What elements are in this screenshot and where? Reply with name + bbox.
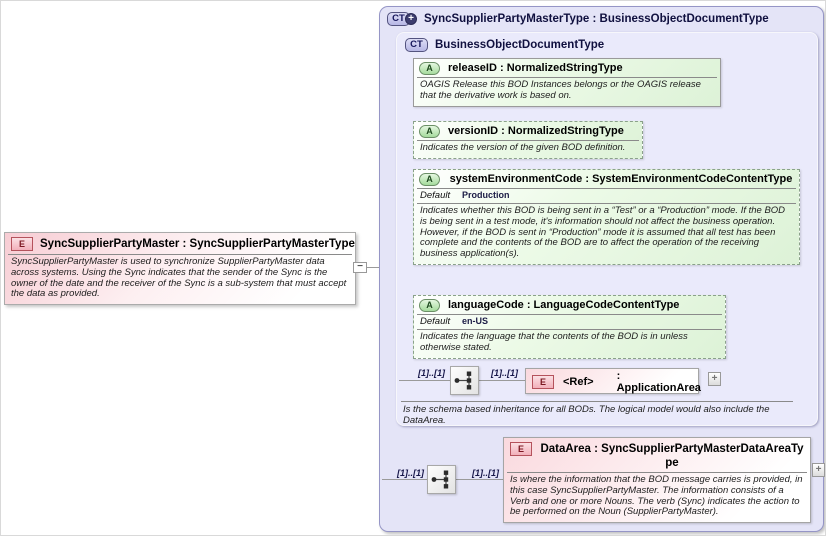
attribute-icon: A [419, 299, 440, 312]
attribute-versionid[interactable] [413, 121, 643, 159]
complextype-header [387, 12, 769, 26]
element-icon: E [510, 442, 532, 456]
element-sync-supplier-party-master[interactable] [4, 232, 356, 305]
basetype-header [405, 38, 604, 52]
derived-type-plus-icon: + [405, 13, 417, 25]
attribute-icon: A [419, 125, 440, 138]
cardinality-label: [1]..[1] [491, 368, 518, 378]
attribute-systemenvironmentcode[interactable] [413, 169, 800, 265]
dataarea-title: DataArea : SyncSupplierPartyMasterDataAreaType [540, 443, 804, 469]
element-header [5, 233, 355, 254]
complextype-icon: CT [387, 12, 410, 26]
attribute-title: releaseID : NormalizedStringType [448, 62, 623, 74]
basetype-icon: CT [405, 38, 428, 52]
element-dataarea[interactable] [503, 437, 811, 523]
element-icon: E [11, 237, 33, 251]
attribute-description: Indicates the language that the contents of the BOD is in unless otherwise stated. [420, 331, 688, 353]
sequence-icon[interactable] [427, 465, 456, 494]
expand-dataarea-button[interactable]: + [812, 463, 825, 477]
default-label: Default [420, 190, 451, 201]
complextype-title: SyncSupplierPartyMasterType : BusinessObjectDocumentType [424, 13, 769, 25]
default-row [414, 189, 799, 203]
basetype-title: BusinessObjectDocumentType [435, 39, 605, 51]
attribute-description: OAGIS Release this BOD Instances belongs or the OAGIS release that the derivative work is based on. [420, 79, 701, 101]
element-ref-applicationarea[interactable] [525, 368, 699, 394]
cardinality-label: [1]..[1] [397, 468, 424, 478]
attribute-title: systemEnvironmentCode : SystemEnvironmentCodeContentType [449, 173, 793, 185]
complextype-container[interactable] [379, 6, 824, 532]
default-row [414, 315, 725, 329]
cardinality-label: [1]..[1] [472, 468, 499, 478]
cardinality-label: [1]..[1] [418, 368, 445, 378]
element-description: SyncSupplierPartyMaster is used to synchronize SupplierPartyMaster data across systems. Using the Sync indicates that the sender of the Sync is the owner of the date and the receiver of the Sync is a sub-system that must accept the data as provided. [11, 256, 347, 300]
sequence-icon[interactable] [450, 366, 479, 395]
basetype-container[interactable] [396, 32, 818, 426]
attribute-icon: A [419, 62, 440, 75]
attribute-description: Indicates whether this BOD is being sent in a “Test” or a “Production” mode. If the BOD is being sent in a test mode, it's information should not affect the business operation. However, if the BOD is sent in “Production” mode it is assumed that all test has been complete and the contents of the BOD are to affect the operation of the receiving business application(s). [420, 205, 786, 260]
attribute-icon: A [419, 173, 440, 186]
attribute-languagecode[interactable] [413, 295, 726, 359]
attribute-title: languageCode : LanguageCodeContentType [448, 299, 680, 311]
default-value: Production [462, 190, 510, 200]
element-icon: E [532, 375, 554, 389]
expand-applicationarea-button[interactable]: + [708, 372, 721, 386]
ref-type: : ApplicationArea [616, 370, 701, 394]
dataarea-description: Is where the information that the BOD message carries is provided, in this case SyncSupplierPartyMaster. The information consists of a Verb and one or more Nouns. The verb (Sync) indicates the action to be performed on the Noun (SupplierPartyMaster). [510, 474, 803, 518]
default-label: Default [420, 316, 451, 327]
attribute-title: versionID : NormalizedStringType [448, 125, 624, 137]
default-value: en-US [462, 316, 489, 326]
collapse-toggle[interactable]: − [353, 262, 367, 273]
attribute-description: Indicates the version of the given BOD definition. [420, 142, 626, 153]
ref-name: <Ref> [563, 376, 594, 388]
divider [401, 401, 793, 402]
element-title: SyncSupplierPartyMaster : SyncSupplierPartyMasterType [40, 238, 355, 250]
attribute-releaseid[interactable] [413, 58, 721, 107]
basetype-annotation: Is the schema based inheritance for all BODs. The logical model would also include the DataArea. [403, 404, 770, 426]
